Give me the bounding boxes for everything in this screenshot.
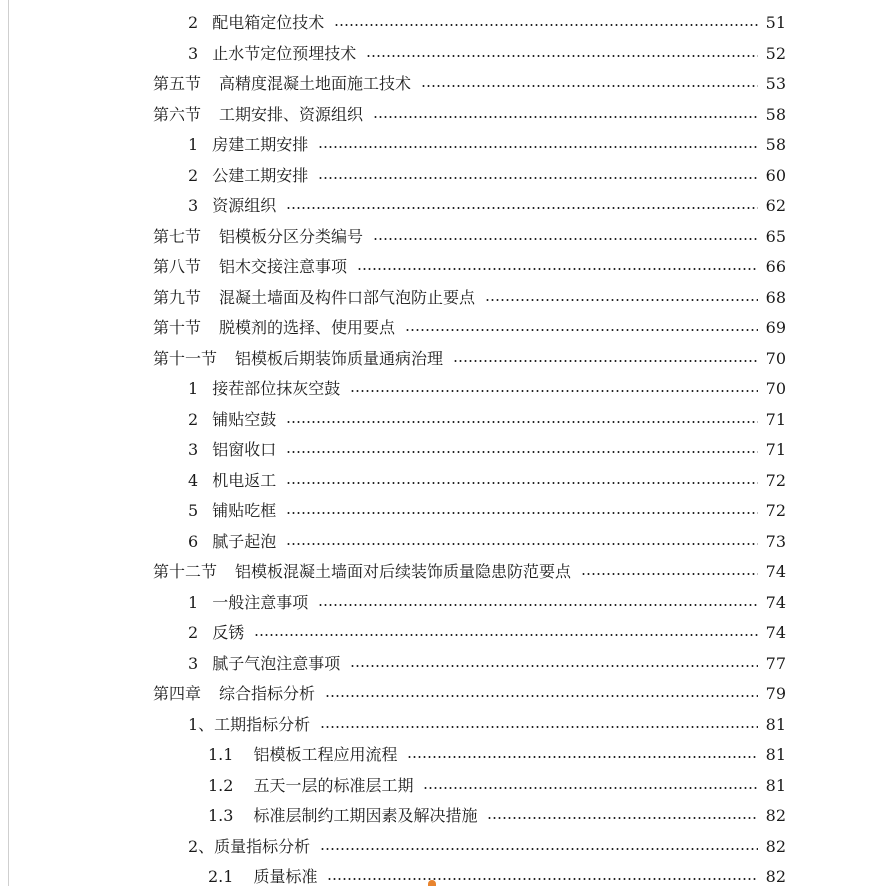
dot-leader [318, 146, 757, 148]
dot-leader [350, 390, 757, 392]
toc-entry-number: 2 [188, 165, 199, 185]
toc-entry-number: 3 [188, 43, 199, 63]
dot-leader [327, 878, 757, 880]
toc-entry[interactable] [153, 69, 786, 99]
toc-entry-title: 铝模板后期装饰质量通病治理 [235, 348, 444, 368]
toc-entry-title: 房建工期安排 [212, 135, 309, 154]
toc-entry-page: 71 [765, 440, 786, 459]
toc-entry-title: 机电返工 [212, 470, 277, 490]
toc-entry-number: 2、质量指标分析 [188, 836, 311, 856]
toc-entry-number: 2.1 [208, 867, 234, 886]
toc-entry[interactable] [188, 161, 786, 191]
toc-entry[interactable] [188, 435, 786, 465]
dot-leader [286, 207, 757, 209]
toc-entry-title: 铝模板混凝土墙面对后续装饰质量隐患防范要点 [235, 562, 572, 581]
toc-entry-number: 4 [188, 470, 199, 490]
dot-leader [318, 604, 757, 606]
toc-entry-number: 1、工期指标分析 [188, 714, 311, 734]
toc-entry-number: 第十节 [153, 318, 202, 337]
toc-entry[interactable] [208, 862, 786, 892]
dot-leader [318, 177, 757, 179]
toc-entry-number: 3 [188, 653, 199, 673]
toc-entry-page: 69 [765, 318, 786, 337]
toc-entry-title: 接茬部位抹灰空鼓 [212, 379, 341, 398]
dot-leader [423, 787, 757, 789]
toc-entry[interactable] [188, 374, 786, 404]
toc-entry-page: 70 [765, 348, 786, 368]
toc-entry-title: 铝模板分区分类编号 [219, 226, 364, 246]
dot-leader [286, 543, 757, 545]
toc-entry[interactable] [153, 222, 786, 252]
toc-entry-title: 混凝土墙面及构件口部气泡防止要点 [219, 287, 476, 307]
toc-entry[interactable] [153, 344, 786, 374]
toc-entry-title: 高精度混凝土地面施工技术 [219, 74, 412, 93]
toc-entry-number: 1.3 [208, 806, 234, 825]
toc-entry[interactable] [153, 283, 786, 313]
toc-entry[interactable] [208, 740, 786, 770]
toc-entry-page: 65 [765, 226, 786, 246]
toc-entry-number: 3 [188, 440, 199, 459]
toc-entry[interactable] [208, 771, 786, 801]
toc-entry-number: 1 [188, 135, 199, 154]
toc-entry-number: 第八节 [153, 257, 202, 276]
toc-entry[interactable] [188, 405, 786, 435]
toc-entry-title: 铝窗收口 [212, 440, 277, 459]
toc-entry[interactable] [153, 252, 786, 282]
toc-entry-number: 1 [188, 379, 199, 398]
dot-leader [453, 360, 758, 362]
toc-entry-title: 铺贴吃框 [212, 501, 277, 520]
toc-entry[interactable] [188, 649, 786, 679]
toc-entry-page: 53 [765, 74, 786, 93]
toc-entry-page: 72 [765, 470, 786, 490]
toc-entry-page: 82 [765, 806, 786, 825]
toc-entry-title: 铝木交接注意事项 [219, 257, 348, 276]
toc-entry[interactable] [188, 588, 786, 618]
dot-leader [373, 238, 758, 240]
dot-leader [286, 482, 757, 484]
dot-leader [373, 116, 758, 118]
toc-entry-title: 腻子气泡注意事项 [212, 653, 341, 673]
dot-leader [286, 421, 757, 423]
toc-entry-page: 81 [765, 745, 786, 764]
toc-entry-number: 第十一节 [153, 348, 218, 368]
toc-entry-page: 66 [765, 257, 786, 276]
toc-entry[interactable] [188, 496, 786, 526]
toc-entry-number: 第十二节 [153, 562, 218, 581]
toc-entry-title: 五天一层的标准层工期 [253, 775, 414, 795]
dot-leader [357, 268, 758, 270]
dot-leader [320, 848, 757, 850]
toc-entry[interactable] [208, 801, 786, 831]
dot-leader [286, 451, 757, 453]
toc-entry-title: 一般注意事项 [212, 592, 309, 612]
toc-entry-number: 2 [188, 623, 199, 642]
dot-leader [485, 299, 758, 301]
toc-entry-title: 脱模剂的选择、使用要点 [219, 318, 396, 337]
toc-entry-title: 腻子起泡 [212, 531, 277, 551]
toc-entry-number: 第五节 [153, 74, 202, 93]
toc-entry-title: 反锈 [212, 623, 245, 642]
orange-mark-fragment [428, 880, 436, 886]
toc-entry-page: 70 [765, 379, 786, 398]
toc-entry-title: 铺贴空鼓 [212, 409, 277, 429]
toc-entry-title: 综合指标分析 [219, 684, 316, 703]
toc-entry-page: 71 [765, 409, 786, 429]
toc-entry-number: 5 [188, 501, 199, 520]
toc-entry[interactable] [188, 8, 786, 38]
toc-entry[interactable] [188, 618, 786, 648]
toc-entry-page: 58 [765, 104, 786, 124]
toc-entry-page: 52 [765, 43, 786, 63]
dot-leader [350, 665, 757, 667]
dot-leader [405, 329, 758, 331]
toc-entry-page: 77 [765, 653, 786, 673]
toc-entry-page: 74 [765, 623, 786, 642]
toc-entry-number: 2 [188, 13, 199, 32]
toc-entry-number: 第九节 [153, 287, 202, 307]
toc-entry-number: 第四章 [153, 684, 202, 703]
toc-entry[interactable] [153, 679, 786, 709]
toc-entry-number: 1.2 [208, 775, 234, 795]
toc-entry-number: 6 [188, 531, 199, 551]
toc-entry-page: 79 [765, 684, 786, 703]
toc-entry-page: 74 [765, 592, 786, 612]
toc-entry-title: 工期安排、资源组织 [219, 104, 364, 124]
toc-entry-title: 资源组织 [212, 196, 277, 215]
toc-entry-title: 公建工期安排 [212, 165, 309, 185]
toc-entry-page: 81 [765, 775, 786, 795]
dot-leader [581, 573, 758, 575]
toc-entry-page: 81 [765, 714, 786, 734]
toc-entry-page: 74 [765, 562, 786, 581]
toc-entry-page: 82 [765, 836, 786, 856]
dot-leader [325, 695, 758, 697]
toc-entry[interactable] [153, 100, 786, 130]
toc-entry-title: 配电箱定位技术 [212, 13, 325, 32]
toc-entry-number: 2 [188, 409, 199, 429]
toc-entry-number: 第七节 [153, 226, 202, 246]
toc-entry-number: 3 [188, 196, 199, 215]
toc-entry-page: 60 [765, 165, 786, 185]
toc-entry-page: 68 [765, 287, 786, 307]
toc-entry-title: 止水节定位预埋技术 [212, 43, 357, 63]
toc-entry[interactable] [188, 39, 786, 69]
page-left-edge [8, 0, 9, 886]
toc-entry[interactable] [188, 527, 786, 557]
toc-entry-title: 质量标准 [253, 867, 318, 886]
toc-entry[interactable] [188, 466, 786, 496]
toc-entry-number: 1.1 [208, 745, 234, 764]
toc-entry[interactable] [188, 191, 786, 221]
toc-entry[interactable] [153, 557, 786, 587]
dot-leader [487, 817, 757, 819]
toc-entry-page: 62 [765, 196, 786, 215]
toc-entry-page: 73 [765, 531, 786, 551]
dot-leader [334, 24, 757, 26]
toc-entry-number: 第六节 [153, 104, 202, 124]
toc-entry-page: 72 [765, 501, 786, 520]
dot-leader [320, 726, 757, 728]
dot-leader [366, 55, 757, 57]
toc-entry-title: 铝模板工程应用流程 [253, 745, 398, 764]
dot-leader [407, 756, 757, 758]
dot-leader [421, 85, 758, 87]
toc-entry-page: 82 [765, 867, 786, 886]
toc-entry[interactable] [153, 313, 786, 343]
toc-entry[interactable] [188, 710, 786, 740]
toc-entry[interactable] [188, 832, 786, 862]
toc-entry-number: 1 [188, 592, 199, 612]
dot-leader [254, 634, 757, 636]
toc-entry-page: 58 [765, 135, 786, 154]
toc-entry-page: 51 [765, 13, 786, 32]
toc-entry-title: 标准层制约工期因素及解决措施 [253, 806, 478, 825]
dot-leader [286, 512, 757, 514]
toc-entry[interactable] [188, 130, 786, 160]
